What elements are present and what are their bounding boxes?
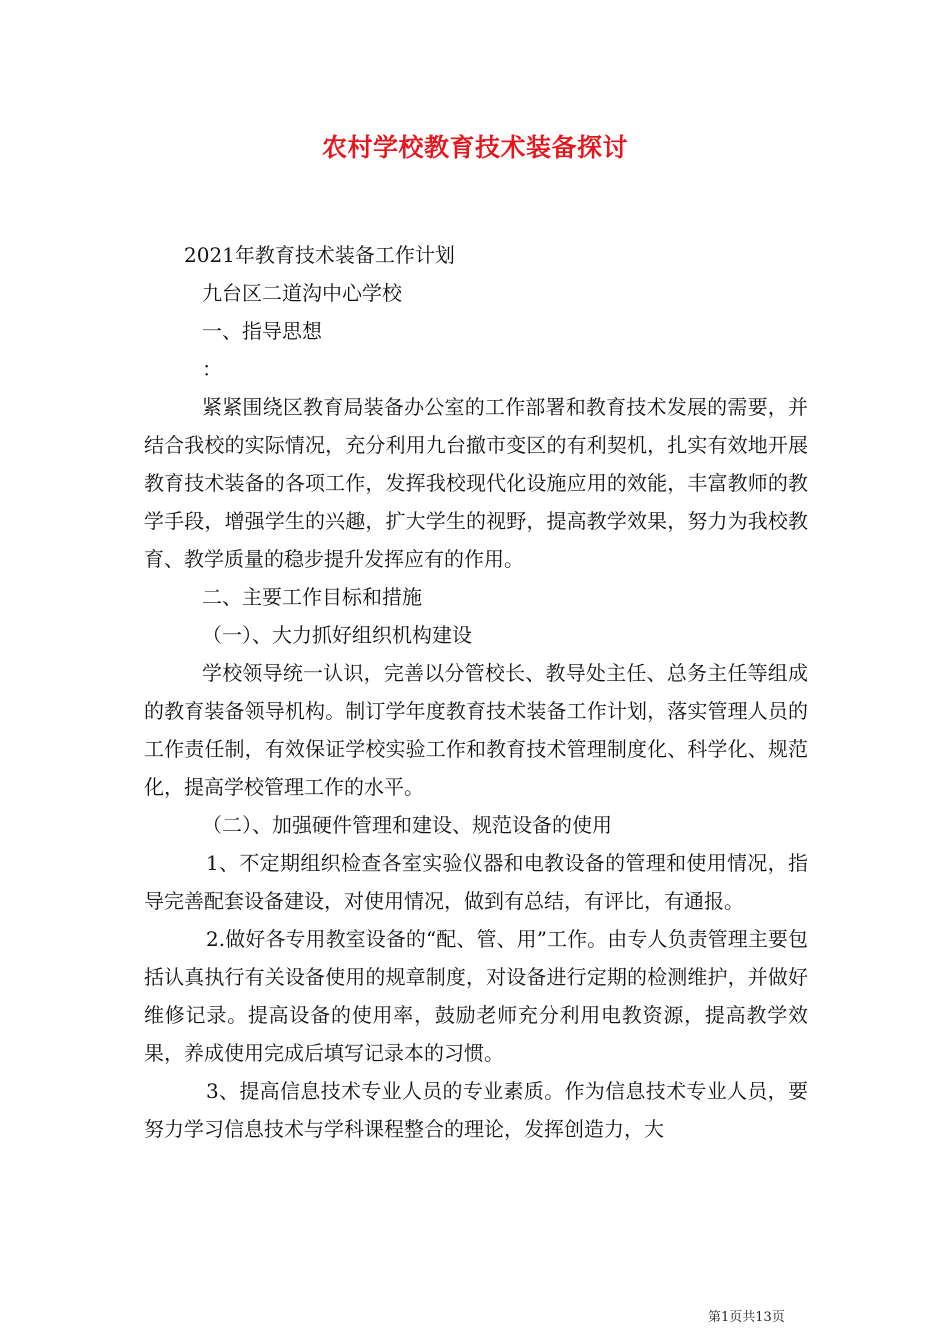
subsection-heading-1: （一）、大力抓好组织机构建设 <box>202 623 472 647</box>
paragraph-organization: 学校领导统一认识，完善以分管校长、教导处主任、总务主任等组成的教育装备领导机构。制订学年度教育技术装备工作计划，落实管理人员的工作责任制，有效保证学校实验工作和教育技术管理制度化、科学化、规范化，提高学校管理工作的水平。 <box>144 661 808 799</box>
subsection-heading-2: （二）、加强硬件管理和建设、规范设备的使用 <box>202 813 612 837</box>
paragraph-item-3: 3、提高信息技术专业人员的专业素质。作为信息技术专业人员，要努力学习信息技术与学科课程整合的理论，发挥创造力，大 <box>144 1079 808 1141</box>
section-heading-1: 一、指导思想 <box>202 319 322 343</box>
paragraph-guiding-thought: 紧紧围绕区教育局装备办公室的工作部署和教育技术发展的需要，并结合我校的实际情况，充分利用九台撤市变区的有利契机，扎实有效地开展教育技术装备的各项工作，发挥我校现代化设施应用的效能，丰富教师的教学手段，增强学生的兴趣，扩大学生的视野，提高教学效果，努力为我校教育、教学质量的稳步提升发挥应有的作用。 <box>144 395 808 571</box>
document-title: 农村学校教育技术装备探讨 <box>321 133 628 162</box>
document-body <box>144 236 808 1148</box>
paragraph-item-2: 2.做好各专用教室设备的“配、管、用”工作。由专人负责管理主要包括认真执行有关设备使用的规章制度，对设备进行定期的检测维护，并做好维修记录。提高设备的使用率，鼓励老师充分利用电教资源，提高教学效果，养成使用完成后填写记录本的习惯。 <box>144 927 808 1065</box>
plan-heading: 2021年教育技术装备工作计划 <box>184 243 455 267</box>
colon-line: ： <box>202 357 222 381</box>
page-number-footer: 第1页共13页 <box>708 1310 785 1325</box>
section-heading-2: 二、主要工作目标和措施 <box>202 585 422 609</box>
school-name: 九台区二道沟中心学校 <box>202 281 402 305</box>
paragraph-item-1: 1、不定期组织检查各室实验仪器和电教设备的管理和使用情况，指导完善配套设备建设，对使用情况，做到有总结，有评比，有通报。 <box>144 851 808 913</box>
